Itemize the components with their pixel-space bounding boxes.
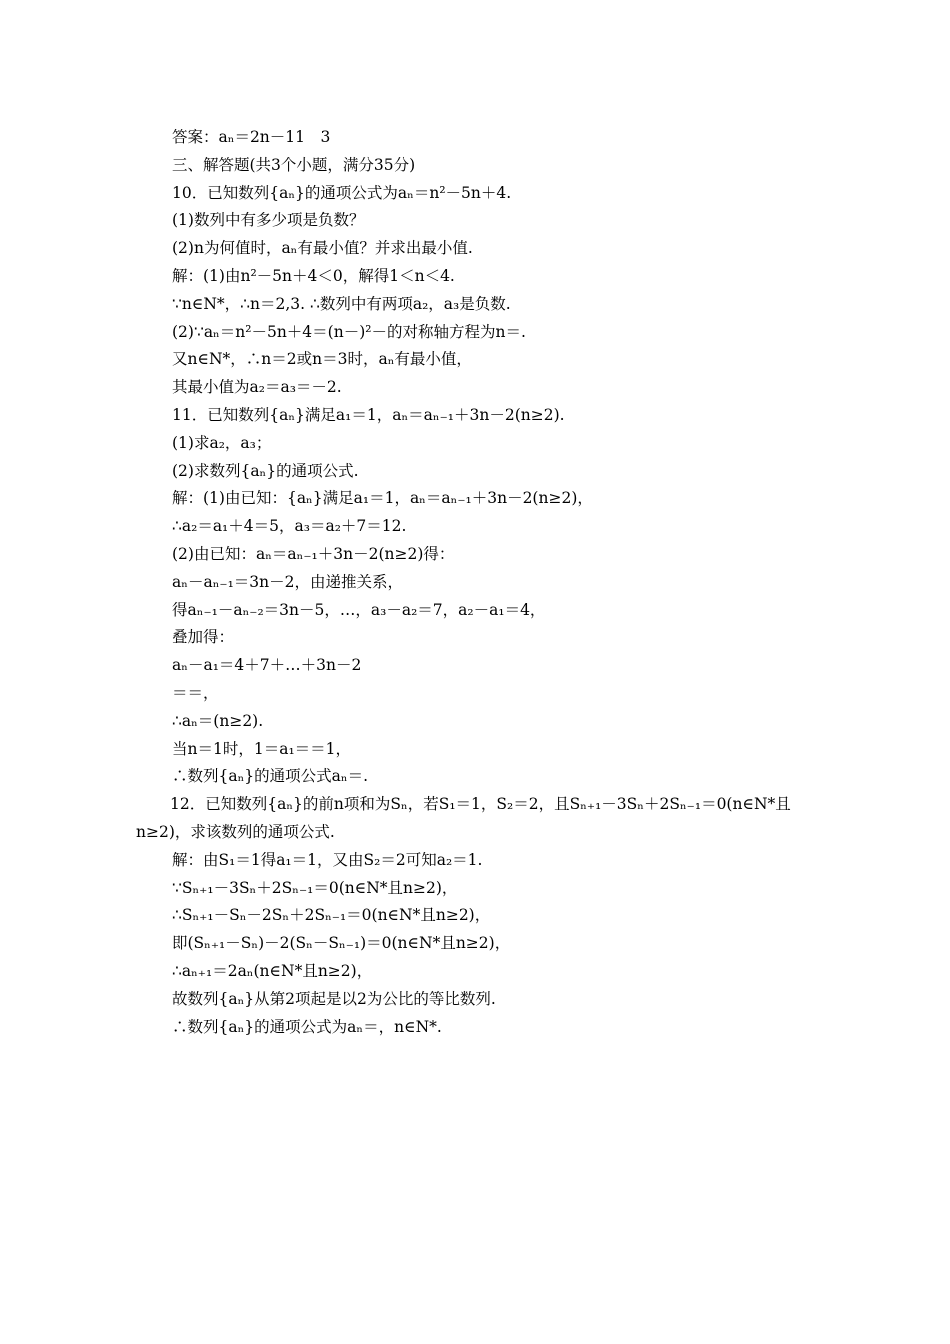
solution-line: ∵n∈N*，∴n＝2,3. ∴数列中有两项a₂，a₃是负数. <box>172 294 511 313</box>
solution-line: ∴数列{aₙ}的通项公式为aₙ＝，n∈N*. <box>172 1017 442 1036</box>
problem-11-part-1: (1)求a₂，a₃； <box>172 433 272 452</box>
solution-line: aₙ－a₁＝4＋7＋…＋3n－2 <box>172 656 362 675</box>
problem-10-statement: 10．已知数列{aₙ}的通项公式为aₙ＝n²－5n＋4. <box>172 183 512 202</box>
text-body <box>136 124 832 1041</box>
solution-line: 即(Sₙ₊₁－Sₙ)－2(Sₙ－Sₙ₋₁)＝0(n∈N*且n≥2)， <box>172 934 511 953</box>
problem-11-statement: 11．已知数列{aₙ}满足a₁＝1，aₙ＝aₙ₋₁＋3n－2(n≥2). <box>172 405 565 424</box>
answer-line: 答案：aₙ＝2n－11 3 <box>172 128 331 146</box>
solution-line: 其最小值为a₂＝a₃＝－2. <box>172 378 342 397</box>
solution-line: ∴aₙ₊₁＝2aₙ(n∈N*且n≥2)， <box>172 961 373 980</box>
solution-line: (2)由已知：aₙ＝aₙ₋₁＋3n－2(n≥2)得： <box>172 544 455 563</box>
problem-10-part-2: (2)n为何值时，aₙ有最小值？并求出最小值. <box>172 239 473 258</box>
solution-line: 解：由S₁＝1得a₁＝1，又由S₂＝2可知a₂＝1. <box>172 850 483 869</box>
solution-line: ∴aₙ＝(n≥2). <box>172 711 264 730</box>
solution-line: ∴a₂＝a₁＋4＝5，a₃＝a₂＋7＝12. <box>172 517 407 536</box>
problem-12-statement: 12．已知数列{aₙ}的前n项和为Sₙ，若S₁＝1，S₂＝2，且Sₙ₊₁－3Sₙ＋2Sₙ₋₁＝0(n∈N*且 <box>170 795 791 814</box>
problem-12-statement-continued: n≥2)，求该数列的通项公式. <box>136 822 335 841</box>
section-heading: 三、解答题(共3个小题，满分35分) <box>172 155 416 174</box>
solution-line: 又n∈N*，∴n＝2或n＝3时，aₙ有最小值， <box>172 350 472 369</box>
solution-line: ∴数列{aₙ}的通项公式aₙ＝. <box>172 767 369 786</box>
solution-line: ∴Sₙ₊₁－Sₙ－2Sₙ＋2Sₙ₋₁＝0(n∈N*且n≥2)， <box>172 906 491 925</box>
solution-line: aₙ－aₙ₋₁＝3n－2，由递推关系， <box>172 572 403 591</box>
solution-line: 解：(1)由n²－5n＋4＜0，解得1＜n＜4. <box>172 266 455 285</box>
solution-line: 故数列{aₙ}从第2项起是以2为公比的等比数列. <box>172 989 496 1008</box>
solution-line: (2)∵aₙ＝n²－5n＋4＝(n－)²－的对称轴方程为n＝. <box>172 322 526 341</box>
solution-line: 解：(1)由已知：{aₙ}满足a₁＝1，aₙ＝aₙ₋₁＋3n－2(n≥2)， <box>172 489 593 508</box>
solution-line: 叠加得： <box>172 628 235 647</box>
problem-10-part-1: (1)数列中有多少项是负数？ <box>172 211 365 230</box>
solution-line: 得aₙ₋₁－aₙ₋₂＝3n－5，…，a₃－a₂＝7，a₂－a₁＝4， <box>172 600 546 619</box>
solution-line: 当n＝1时，1＝a₁＝＝1， <box>172 739 352 758</box>
solution-line: ＝＝， <box>172 683 219 702</box>
problem-11-part-2: (2)求数列{aₙ}的通项公式. <box>172 461 359 480</box>
solution-line: ∵Sₙ₊₁－3Sₙ＋2Sₙ₋₁＝0(n∈N*且n≥2)， <box>172 878 458 897</box>
